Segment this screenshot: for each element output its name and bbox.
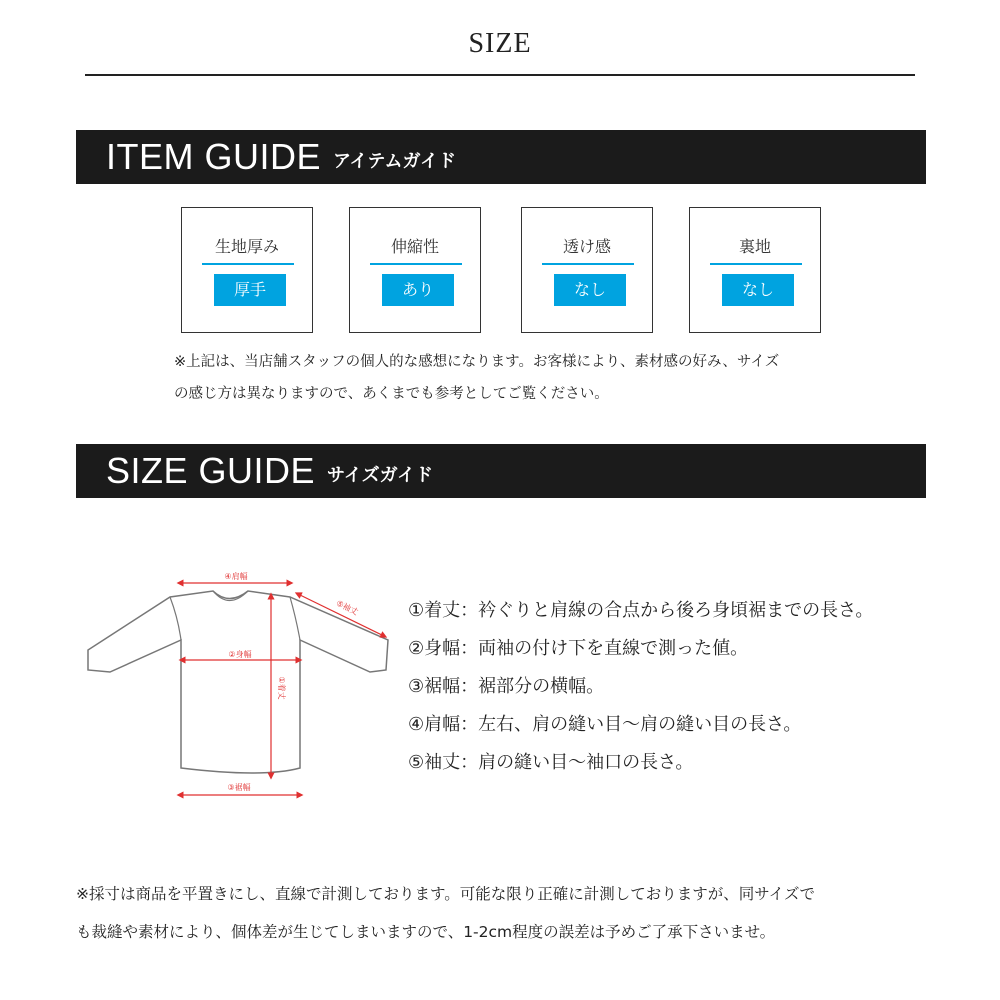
guide-box-fabric-thickness <box>181 207 313 333</box>
size-guide-header <box>76 444 926 498</box>
guide-box-value: なし <box>554 274 626 306</box>
definition-length: ①着丈：衿ぐりと肩線の合点から後ろ身頃裾までの長さ。 <box>408 600 874 621</box>
definition-shoulder: ④肩幅：左右、肩の縫い目〜肩の縫い目の長さ。 <box>408 714 802 735</box>
size-guide-title-jp: サイズガイド <box>327 465 434 486</box>
guide-box-underline <box>542 263 634 265</box>
definition-body-width: ②身幅：両袖の付け下を直線で測った値。 <box>408 638 749 659</box>
size-guide-note-line1: ※採寸は商品を平置きにし、直線で計測しております。可能な限り正確に計測しておりますが、同サイズで <box>76 885 816 903</box>
measurement-definitions <box>408 596 873 786</box>
guide-box-label: 裏地 <box>738 237 771 256</box>
guide-box-underline <box>710 263 802 265</box>
shoulder-label: ④肩幅 <box>224 572 248 581</box>
item-guide-note-line1: ※上記は、当店舗スタッフの個人的な感想になります。お客様により、素材感の好み、サイズ <box>174 354 780 370</box>
hem-label: ③裾幅 <box>227 783 251 792</box>
item-guide-title-en: ITEM GUIDE <box>106 136 322 177</box>
length-label: ①着丈 <box>277 676 286 700</box>
size-guide-note-line2: も裁縫や素材により、個体差が生じてしまいますので、1-2cm程度の誤差は予めご了承下さいませ。 <box>76 923 776 941</box>
guide-box-label: 生地厚み <box>214 237 279 256</box>
guide-box-underline <box>202 263 294 265</box>
guide-box-value: あり <box>382 274 454 306</box>
guide-box-label: 伸縮性 <box>390 237 439 256</box>
item-guide-header <box>76 130 926 184</box>
guide-box-label: 透け感 <box>562 237 611 256</box>
guide-box-value: なし <box>722 274 794 306</box>
sleeve-label: ⑤袖丈 <box>334 598 360 617</box>
guide-box-value: 厚手 <box>214 274 286 306</box>
item-guide-note-line2: の感じ方は異なりますので、あくまでも参考としてご覧ください。 <box>174 386 609 402</box>
page-title: SIZE <box>468 28 532 59</box>
size-guide-title-en: SIZE GUIDE <box>106 450 316 491</box>
shirt-outline <box>88 591 388 773</box>
guide-box-lining <box>689 207 821 333</box>
body-width-label: ②身幅 <box>228 650 252 659</box>
definition-sleeve: ⑤袖丈：肩の縫い目〜袖口の長さ。 <box>408 752 694 773</box>
title-divider <box>85 74 915 76</box>
guide-box-stretch <box>349 207 481 333</box>
item-guide-title-jp: アイテムガイド <box>333 151 456 172</box>
guide-box-transparency <box>521 207 653 333</box>
definition-hem: ③裾幅：裾部分の横幅。 <box>408 676 605 697</box>
guide-box-underline <box>370 263 462 265</box>
garment-diagram <box>78 560 408 820</box>
